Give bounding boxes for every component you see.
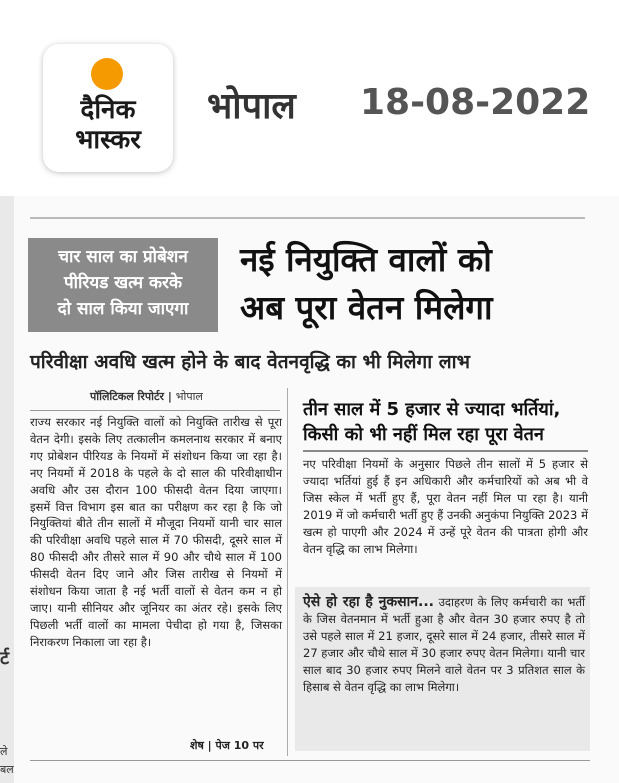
edge-fragment-1: र्ट [0,648,10,669]
headline [240,236,590,332]
byline: पॉलिटिकल रिपोर्टर | भोपाल [90,390,203,403]
sidebar-body: नए परिवीक्षा नियमों के अनुसार पिछले तीन सालों में 5 हजार से ज्यादा भर्तियां हुई हैं इन अधिकारी और कर्मचारियों को अब भी वे जिस स्केल में भर्ती हुए हैं, पूरा वेतन नहीं मिल पा रहा है। यानी 2019 में जो कर्मचारी भर्ती हुए हैं उनकी अनुकंपा नियुक्ति 2023 में खत्म हो पाएगी और 2024 में उन्हें पूरे वेतन की पात्रता होगी और वेतन वृद्धि का लाभ मिलेगा। [303,457,588,556]
sidebar-divider [303,450,588,452]
subheadline: परिवीक्षा अवधि खत्म होने के बाद वेतनवृद्धि का भी मिलेगा लाभ [30,351,470,373]
continued-note: शेष | पेज 10 पर [190,739,264,752]
adjacent-column-edge [0,196,14,783]
kicker-line-2: पीरियड खत्म करके [63,273,183,293]
edition-date: 18-08-2022 [360,82,591,123]
column-divider [287,388,288,756]
sidebar-title-line-2: किसी को भी नहीं मिल रहा पूरा वेतन [303,424,544,445]
article-body: राज्य सरकार नई नियुक्ति वालों को नियुक्ति तारीख से पूरा वेतन देगी। इसके लिए तत्कालीन कमलनाथ सरकार में बनाए गए प्रोबेशन पीरियड के नियमों में संशोधन किया जा रहा है। नए नियमों में 2018 के पहले के दो साल की परिवीक्षाधीन अवधि और उस दौरान 100 फीसदी वेतन दिया जाएगा। इसमें वित्त विभाग इस बात का परीक्षण कर रहा है कि जो नियुक्तियां बीते तीन सालों में मौजूदा नियमों यानी चार साल की परिवीक्षा अवधि पहले साल में 70 फीसदी, दूसरे साल में 80 फीसदी और तीसरे साल में 90 और चौथे साल में 100 फीसदी वेतन दिए जाने और जिस तारीख से नियमों में संशोधन किया जाता है नई भर्ती वालों से वेतन कम न हो जाए। यानी सीनियर और जूनियर का अंतर रहे। इसके लिए पिछली भर्ती वालों का मामला पेचीदा हो गया है, जिसका निराकरण निकाला जा रहा है। [30,415,282,649]
example-body: उदाहरण के लिए कर्मचारी का भर्ती के जिस वेतनमान में भर्ती हुआ है और वेतन 30 हजार रुपए है तो उसे पहले साल में 21 हजार, दूसरे साल में 24 हजार, तीसरे साल में 27 हजार और चौथे साल में 30 हजार रुपए वेतन मिलेगा। यानी चार साल बाद 30 हजार रुपए मिलने वाले वेतन पर 3 प्रतिशत साल के हिसाब से वेतन वृद्धि का लाभ मिलेगा। [303,595,585,694]
byline-divider [30,410,280,411]
logo-text-line1: दैनिक [80,95,136,125]
edition-city: भोपाल [207,86,296,127]
sidebar-title-line-1: तीन साल में 5 हजार से ज्यादा भर्तियां, [303,399,561,420]
top-divider [30,217,585,219]
headline-line-2: अब पूरा वेतन मिलेगा [240,288,493,327]
bottom-divider [30,760,590,761]
sidebar-title [303,397,593,447]
byline-city: भोपाल [175,390,203,403]
sun-icon [91,58,123,90]
dainik-bhaskar-logo [43,44,173,172]
headline-line-1: नई नियुक्ति वालों को [240,240,492,279]
example-text [303,594,585,696]
example-lead: ऐसे हो रहा है नुकसान... [303,594,434,610]
kicker-line-3: दो साल किया जाएगा [57,299,189,319]
edge-fragment-2: ले [0,745,8,758]
edge-fragment-3: बल [0,763,14,776]
kicker-box [28,238,218,332]
byline-reporter: पॉलिटिकल रिपोर्टर [90,390,165,403]
kicker-line-1: चार साल का प्रोबेशन [58,247,188,267]
logo-text-line2: भास्कर [75,125,141,155]
